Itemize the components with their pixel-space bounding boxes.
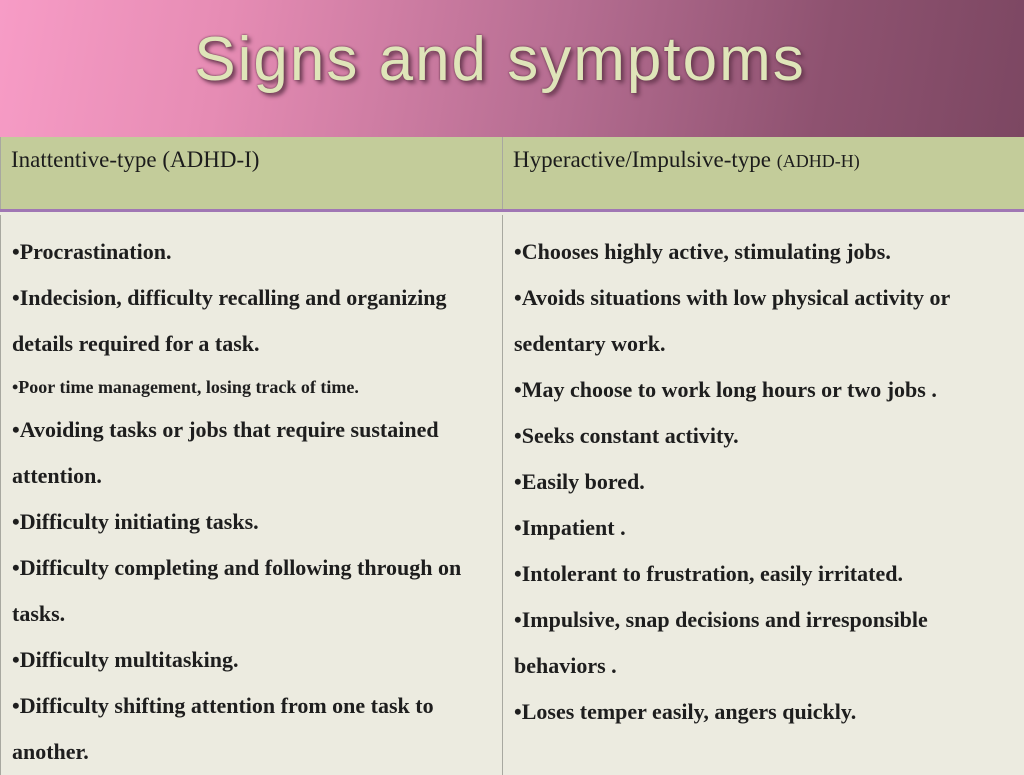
inattentive-symptoms-list bbox=[1, 215, 503, 775]
list-item: •Impulsive, snap decisions and irresponsible behaviors . bbox=[514, 597, 1014, 689]
list-item: •Difficulty initiating tasks. bbox=[12, 499, 492, 545]
list-item: •May choose to work long hours or two jobs . bbox=[514, 367, 1014, 413]
list-item: •Seeks constant activity. bbox=[514, 413, 1014, 459]
hyperactive-symptoms-list bbox=[503, 215, 1024, 775]
list-item: •Difficulty multitasking. bbox=[12, 637, 492, 683]
column-header-hyperactive bbox=[503, 137, 1024, 211]
list-item: •Indecision, difficulty recalling and organizing details required for a task. bbox=[12, 275, 492, 367]
list-item: •Chooses highly active, stimulating jobs. bbox=[514, 229, 1014, 275]
list-item: •Difficulty shifting attention from one task to another. bbox=[12, 683, 492, 775]
list-item: •Poor time management, losing track of time. bbox=[12, 367, 492, 407]
column-header-inattentive bbox=[1, 137, 503, 211]
slide-title: Signs and symptoms bbox=[0, 24, 1000, 95]
list-item: •Impatient . bbox=[514, 505, 1014, 551]
table-header-row bbox=[1, 137, 1024, 211]
column-header-suffix: (ADHD-H) bbox=[777, 151, 860, 171]
table-body-row bbox=[1, 215, 1024, 775]
list-item: •Intolerant to frustration, easily irritated. bbox=[514, 551, 1014, 597]
symptoms-table bbox=[0, 137, 1024, 775]
list-item: •Avoids situations with low physical activity or sedentary work. bbox=[514, 275, 1014, 367]
list-item: •Procrastination. bbox=[12, 229, 492, 275]
column-header-title: Inattentive-type (ADHD-I) bbox=[11, 147, 259, 172]
list-item: •Easily bored. bbox=[514, 459, 1014, 505]
list-item: •Avoiding tasks or jobs that require sustained attention. bbox=[12, 407, 492, 499]
column-header-title: Hyperactive/Impulsive-type bbox=[513, 147, 771, 172]
list-item: •Loses temper easily, angers quickly. bbox=[514, 689, 1014, 735]
list-item: •Difficulty completing and following through on tasks. bbox=[12, 545, 492, 637]
